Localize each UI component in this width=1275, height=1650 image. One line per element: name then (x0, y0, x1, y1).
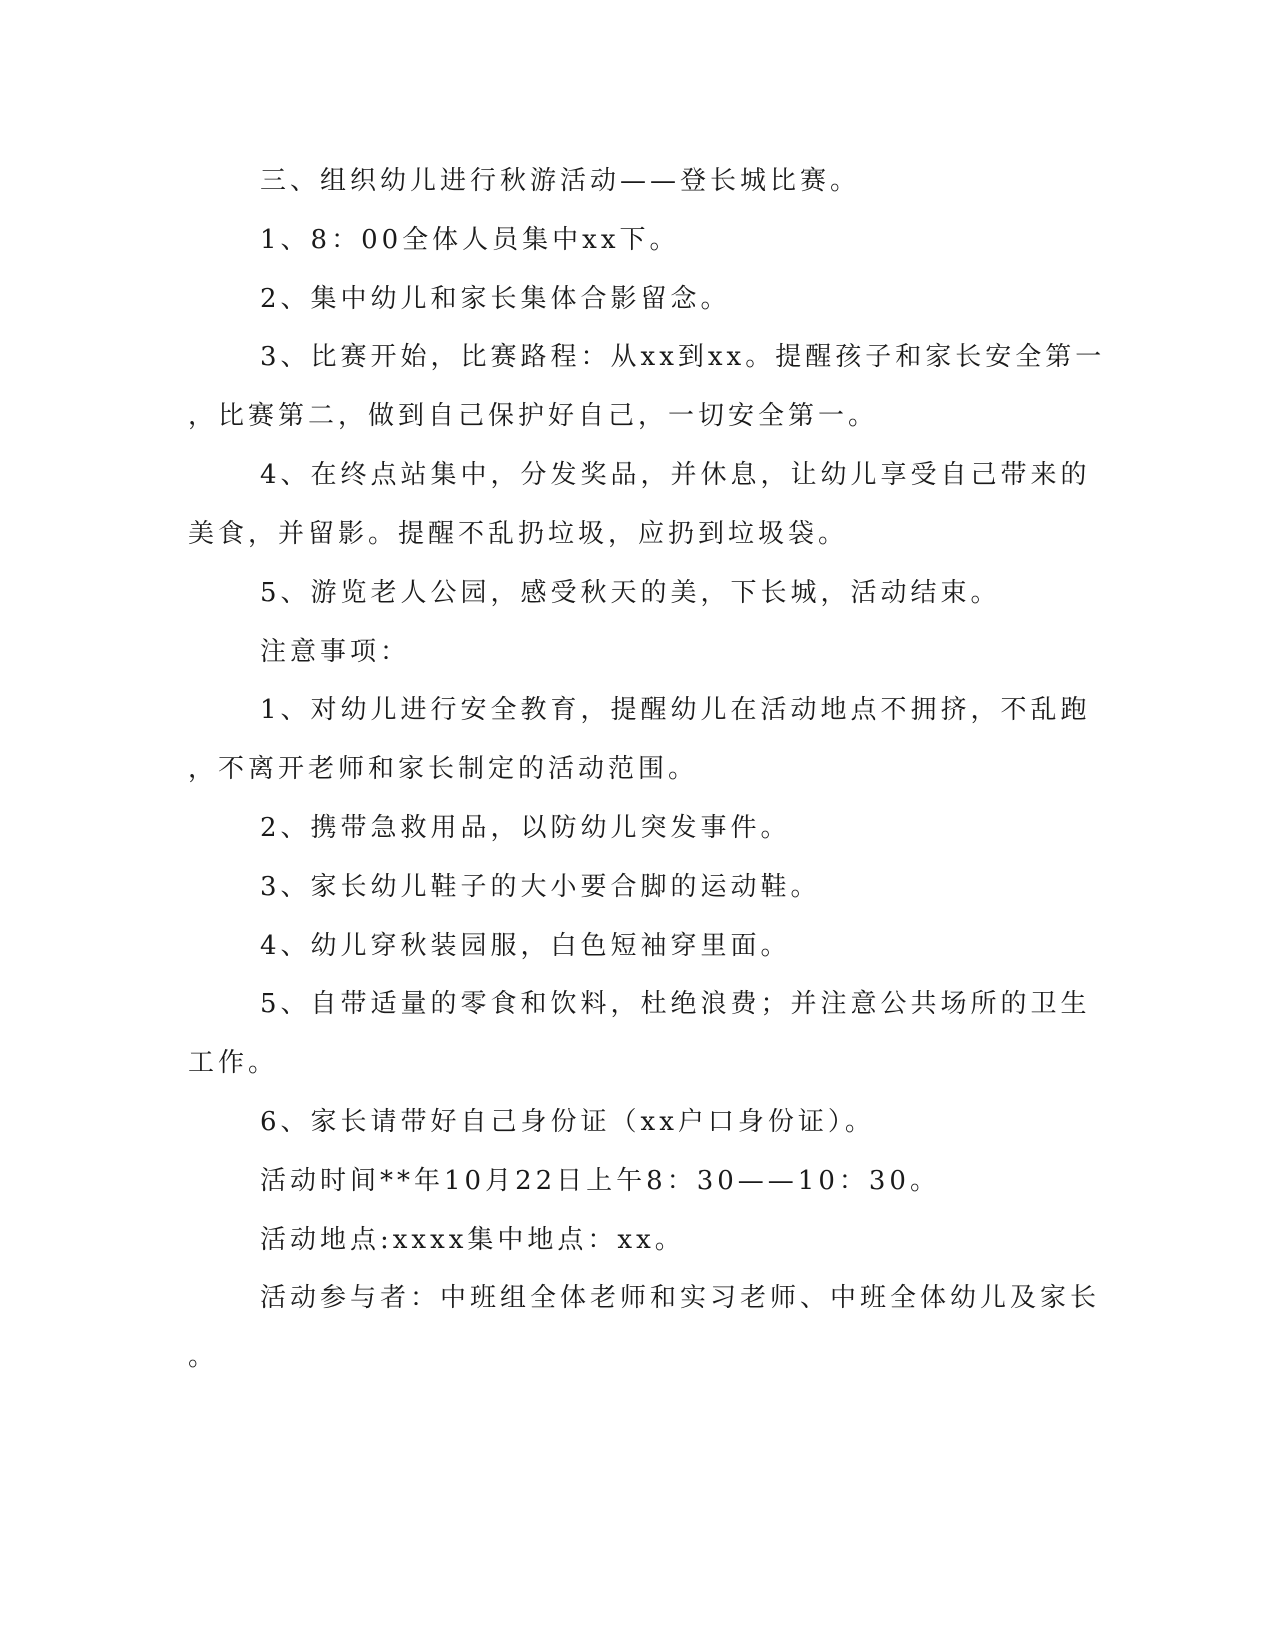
notes-heading: 注意事项： (260, 637, 411, 667)
paragraph-line: 工作。 (188, 1048, 279, 1078)
paragraph-line: ，不离开老师和家长制定的活动范围。 (188, 754, 699, 784)
paragraph-line: 1、8：00全体人员集中xx下。 (260, 225, 680, 255)
activity-location: 活动地点:xxxx集中地点：xx。 (260, 1225, 685, 1255)
paragraph-line: 4、在终点站集中，分发奖品，并休息，让幼儿享受自己带来的 (260, 460, 1091, 490)
paragraph-line: 2、集中幼儿和家长集体合影留念。 (260, 284, 731, 314)
paragraph-line: 6、家长请带好自己身份证（xx户口身份证）。 (260, 1107, 875, 1137)
activity-time: 活动时间**年10月22日上午8：30——10：30。 (260, 1166, 940, 1196)
paragraph-line: 。 (188, 1342, 219, 1372)
paragraph-line: ，比赛第二，做到自己保护好自己，一切安全第一。 (188, 401, 879, 431)
paragraph-line: 2、携带急救用品，以防幼儿突发事件。 (260, 813, 791, 843)
activity-participants: 活动参与者：中班组全体老师和实习老师、中班全体幼儿及家长 (260, 1283, 1101, 1313)
paragraph-line: 3、比赛开始，比赛路程：从xx到xx。提醒孩子和家长安全第一 (260, 342, 1106, 372)
paragraph-line: 5、自带适量的零食和饮料，杜绝浪费；并注意公共场所的卫生 (260, 989, 1091, 1019)
section-heading: 三、组织幼儿进行秋游活动——登长城比赛。 (260, 166, 861, 196)
paragraph-line: 3、家长幼儿鞋子的大小要合脚的运动鞋。 (260, 872, 821, 902)
paragraph-line: 5、游览老人公园，感受秋天的美，下长城，活动结束。 (260, 578, 1001, 608)
paragraph-line: 1、对幼儿进行安全教育，提醒幼儿在活动地点不拥挤，不乱跑 (260, 695, 1091, 725)
paragraph-line: 美食，并留影。提醒不乱扔垃圾，应扔到垃圾袋。 (188, 519, 849, 549)
paragraph-line: 4、幼儿穿秋装园服，白色短袖穿里面。 (260, 931, 791, 961)
